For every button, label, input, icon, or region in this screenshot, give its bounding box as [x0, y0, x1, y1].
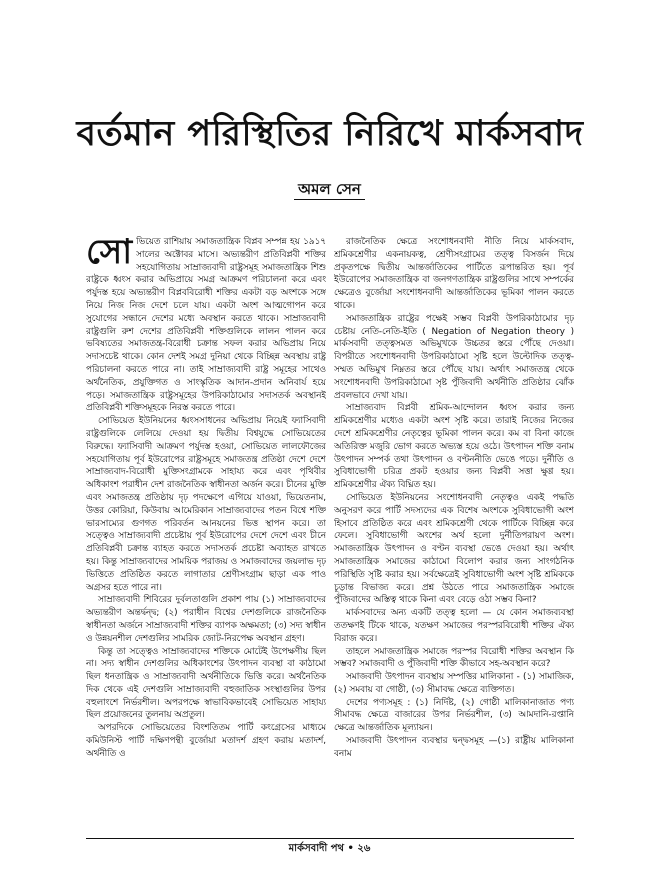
paragraph [334, 492, 574, 607]
author-name: অমল সেন [294, 180, 365, 200]
paragraph [86, 646, 326, 723]
paragraph [86, 415, 326, 594]
paragraph [334, 671, 574, 697]
paragraph-text: ভিয়েত রাশিয়ায় সমাজতান্ত্রিক বিপ্লব সম্পন্ন হয় ১৯১৭ সালের অক্টোবর মাসে। অভ্যন্তরীণ প্রতিবিপ্লবী শক্তির সহযোগিতায় সাম্রাজ্যবাদী রাষ্ট্রসমূহ সমাজতান্ত্রিক শিশু রাষ্ট্রকে ধ্বংস করার অভিপ্রায়ে সমগ্র আক্রমণ পরিচালনা করে এবং পর্যুদস্ত হয়ে অভ্যন্তরীণ বিপ্লববিরোধী শক্তির একটা বড় অংশকে সঙ্গে নিয়ে নিজ নিজ দেশে চলে যায়। একটা অংশ আত্মগোপন করে সুযোগের সন্ধানে দেশের মধ্যে অবস্থান করতে থাকে। সাম্রাজ্যবাদী রাষ্ট্রগুলি রুশ দেশের প্রতিবিপ্লবী শক্তিগুলিকে লালন পালন করে ভবিষ্যতের সমাজতন্ত্র-বিরোধী চক্রান্ত সফল করার অভিপ্রায় নিয়ে সদাসচেষ্ট থাকে। কোন দেশই সমগ্র দুনিয়া থেকে বিচ্ছিন্ন অবস্থায় রাষ্ট্র পরিচালনা করতে পারে না। তাই সাম্রাজ্যবাদী রাষ্ট্র সমূহের সাথেও অর্থনৈতিক, প্রযুক্তিগত ও সাংস্কৃতিক আদান-প্রদান অনিবার্য হয়ে পড়ে। সমাজতান্ত্রিক রাষ্ট্রসমূহের উপরিকাঠামোর সদাসতর্ক অবস্থানই প্রতিবিপ্লবী শক্তিসমূহকে নিরস্ত করতে পারে। [86, 237, 326, 414]
paragraph-text: রাজনৈতিক ক্ষেত্রে সংশোধনবাদী নীতি নিয়ে মার্কসবাদ, শ্রমিকশ্রেণীর একনায়কত্ব, শ্রেণীসংগ্রামের তত্ত্ব বিসর্জন দিয়ে প্রকৃতপক্ষে দ্বিতীয় আন্তর্জাতিকের পার্টিতে রূপান্তরিত হয়। পূর্ব ইউরোপের সমাজতান্ত্রিক বা জনগণতান্ত্রিক রাষ্ট্রগুলির সাথে সম্পর্কের ক্ষেত্রেও বুর্জোয়া সংশোধনবাদী আন্তর্জাতিকের ভূমিকা পালন করতে থাকে। [334, 237, 574, 311]
paragraph [334, 735, 574, 761]
footer-rule [86, 838, 574, 839]
paragraph-text: সমাজবাদী উৎপাদন ব্যবস্থার দ্বন্দ্বসমূহ —(১) রাষ্ট্রীয় মালিকানা বনাম [334, 736, 574, 759]
article-body [86, 236, 572, 828]
paragraph [334, 607, 574, 645]
paragraph-text: সোভিয়েত ইউনিয়নের ধ্বংসসাধনের অভিপ্রায় নিয়েই ফ্যাসিবাদী রাষ্ট্রগুলিকে লেলিয়ে দেওয়া হয় দ্বিতীয় বিশ্বযুদ্ধে সোভিয়েতের বিরুদ্ধে। ফ্যাসিবাদী আক্রমণ পর্যুদস্ত হওয়া, সোভিয়েত লালফৌজের সহযোগিতায় পূর্ব ইউরোপের রাষ্ট্রসমূহে সমাজতন্ত্র প্রতিষ্ঠা দেশে দেশে সাম্রাজ্যবাদ-বিরোধী মুক্তিসংগ্রামকে সাহায্য করে এবং পৃথিবীর অধিকাংশ পরাধীন দেশ রাজনৈতিক স্বাধীনতা অর্জন করে। চীনের মুক্তি এবং সমাজতন্ত্র প্রতিষ্ঠায় দৃঢ় পদক্ষেপে এগিয়ে যাওয়া, ভিয়েতনাম, উত্তর কোরিয়া, কিউবায় আমেরিকান সাম্রাজ্যবাদের পতন বিশ্বে শক্তি ভারসাম্যের গুণগত পরিবর্তন আনয়নের ভিত্ত স্থাপন করে। তা সত্ত্বেও সাম্রাজ্যবাদী প্রচেষ্টায় পূর্ব ইউরোপের দেশে দেশে এবং চীনে প্রতিবিপ্লবী চক্রান্ত ব্যাহত করতে সদাসতর্ক প্রচেষ্টা অব্যাহত রাখতে হয়। কিন্তু সাম্রাজ্যবাদের সাময়িক পরাজয় ও সমাজবাদের জয়লাভ দৃঢ় ভিত্তিতে প্রতিষ্ঠিত করতে লাগাতার শ্রেণীসংগ্রাম ছাড়া এক পাও অগ্রসর হতে পারে না। [86, 416, 326, 593]
article-title: বর্তমান পরিস্থিতির নিরিখে মার্কসবাদ [76, 114, 584, 154]
paragraph-text: সাম্রাজ্যবাদ বিপ্লবী শ্রমিক-আন্দোলন ধ্বংস করার জন্য শ্রমিকশ্রেণীর মধ্যেও একটা অংশ সৃষ্টি করে। তারাই নিজের নিজের দেশে শ্রমিকশ্রেণীর নেতৃত্বের ভূমিকা পালন করে। কম বা বিনা কাজে অতিরিক্ত মজুরি ভোগ করতে অভ্যস্ত হয়ে ওঠে। উৎপাদন শক্তি বনাম উৎপাদন সম্পর্ক তথা উৎপাদন ও বণ্টননীতি ভেঙে পড়ে। দুর্নীতি ও সুবিধাভোগী চরিত্র প্রকট হওয়ার জন্য বিপ্লবী সত্তা ক্ষুণ্ণ হয়। শ্রমিকশ্রেণীর ঐক্য বিঘ্নিত হয়। [334, 403, 574, 491]
paragraph [334, 402, 574, 492]
paragraph-text: দেশের পণ্যসমূহ : (১) নির্দিষ্ট, (২) গোষ্ঠী মালিকানাজাত পণ্য সীমাবদ্ধ ক্ষেত্রে বাজারের উপর নির্ভরশীল, (৩) আমদানি-রপ্তানি ক্ষেত্রে আন্তর্জাতিক মূল্যায়ন। [334, 697, 574, 734]
paragraph [86, 594, 326, 645]
left-column [86, 236, 326, 828]
paragraph [334, 646, 574, 672]
paragraph [86, 722, 326, 760]
drop-cap: সো [86, 236, 133, 272]
paragraph [334, 697, 574, 735]
paragraph-text: কিন্তু তা সত্ত্বেও সাম্রাজ্যবাদের শক্তিকে মোটেই উপেক্ষণীয় ছিল না। সদ্য স্বাধীন দেশগুলির অধিকাংশের উৎপাদন ব্যবস্থা বা কাঠামো ছিল ধনতান্ত্রিক ও সাম্রাজ্যবাদী অর্থনীতিকে ভিত্তি করে। অর্থনৈতিক দিক থেকে এই দেশগুলি সাম্রাজ্যবাদী বহুজাতিক সংস্থাগুলির উপর বহুলাংশে নির্ভরশীল। অপরপক্ষে স্বাভাবিকভাবেই সোভিয়েত সাহায্য ছিল প্রয়োজনের তুলনায় অপ্রতুল। [86, 646, 326, 721]
paragraph-text: অপরদিকে সোভিয়েতের বিংশতিতম পার্টি কংগ্রেসের মাধ্যমে কমিউনিস্ট পার্টি দক্ষিণপন্থী বুর্জোয়া মতাদর্শ গ্রহণ করায় মতাদর্শ, অর্থনীতি ও [86, 723, 326, 759]
page-footer: মার্কসবাদী পথ • ২৬ [288, 843, 371, 854]
paragraph [86, 236, 326, 415]
paragraph [334, 236, 574, 313]
paragraph-text: সমাজতান্ত্রিক রাষ্ট্রের পক্ষেই সম্ভব বিপ্লবী উপরিকাঠামোর দৃঢ় চেষ্টায় নেতি-নেতি-ইতি ( Negation of Negation theory ) মার্কসবাদী তত্ত্বসমত অভিমুখকে উচ্চতর স্তরে পৌঁছে দেওয়া। বিপরীতে সংশোধনবাদী উপরিকাঠামো সৃষ্টি হলে উল্টোদিক তত্ত্ব- সম্মত অভিমুখ নিম্নতর স্তরে পৌঁছে যায়। অর্থাৎ সমাজতন্ত্র থেকে সংশোধনবাদী উপরিকাঠামো সৃষ্ট পুঁজিবাদী অর্থনীতি প্রতিষ্ঠার ঝোঁক প্রবলভাবে দেখা যায়। [334, 313, 574, 401]
paragraph-text: সাম্রাজ্যবাদী শিবিরের দুর্বলতাগুলি প্রকাশ পায় (১) সাম্রাজ্যবাদের অভ্যন্তরীণ অন্তর্দ্বন্দ্ব; (২) পরাধীন বিশ্বের দেশগুলিকে রাজনৈতিক স্বাধীনতা অর্জনে সাম্রাজ্যবাদী শক্তির ব্যাপক অক্ষমতা; (৩) সদ্য স্বাধীন ও উন্নয়নশীল দেশগুলির সামরিক জোট-নিরপেক্ষ অবস্থান গ্রহণ। [86, 595, 326, 644]
paragraph-text: সোভিয়েত ইউনিয়নের সংশোধনবাদী নেতৃত্বও একই পদ্ধতি অনুসরণ করে পার্টি সদস্যদের এক বিশেষ অংশকে সুবিধাভোগী অংশ হিসাবে প্রতিষ্ঠিত করে এবং শ্রমিকশ্রেণী থেকে পার্টিকে বিচ্ছিন্ন করে ফেলে। সুবিধাভোগী অংশের অর্থ হলো দুর্নীতিপরায়ণ অংশ। সমাজতান্ত্রিক উৎপাদন ও বণ্টন ব্যবস্থা ভেঙে দেওয়া হয়। অর্থাৎ সমাজতান্ত্রিক সমাজের কাঠামো বিলোপ করার জন্য সাংগঠনিক পরিস্থিতি সৃষ্টি করার হয়। সর্বক্ষেত্রেই সুবিধাভোগী অংশ সৃষ্টি শ্রমিককে চূড়ান্ত বিভাজ্য করে। প্রশ্ন উঠতে পারে সমাজতান্ত্রিক সমাজে পুঁজিবাদের অস্তিত্ব থাকে কিনা এবং বেড়ে ওঠা সম্ভব কিনা? [334, 492, 574, 606]
paragraph-text: তাহলে সমাজতান্ত্রিক সমাজে পরস্পর বিরোধী শক্তির অবস্থান কি সম্ভব? সমাজবাদী ও পুঁজিবাদী শক্তি কীভাবে সহ-অবস্থান করে? [334, 646, 574, 670]
article-author [0, 180, 659, 198]
paragraph-text: মার্কসবাদের অন্য একটি তত্ত্ব হলো — যে কোন সমাজব্যবস্থা ততক্ষণই টিকে থাকে, যতক্ষণ সমাজের পরস্পরবিরোধী শক্তির ঐক্য বিরাজ করে। [334, 608, 574, 644]
paragraph-text: সমাজবাদী উৎপাদন ব্যবস্থায় সম্পত্তির মালিকানা - (১) সামাজিক, (২) সমবায় বা গোষ্ঠী, (৩) সীমাবদ্ধ ক্ষেত্রে ব্যক্তিগত। [334, 672, 574, 695]
right-column [334, 236, 574, 828]
paragraph [334, 313, 574, 403]
